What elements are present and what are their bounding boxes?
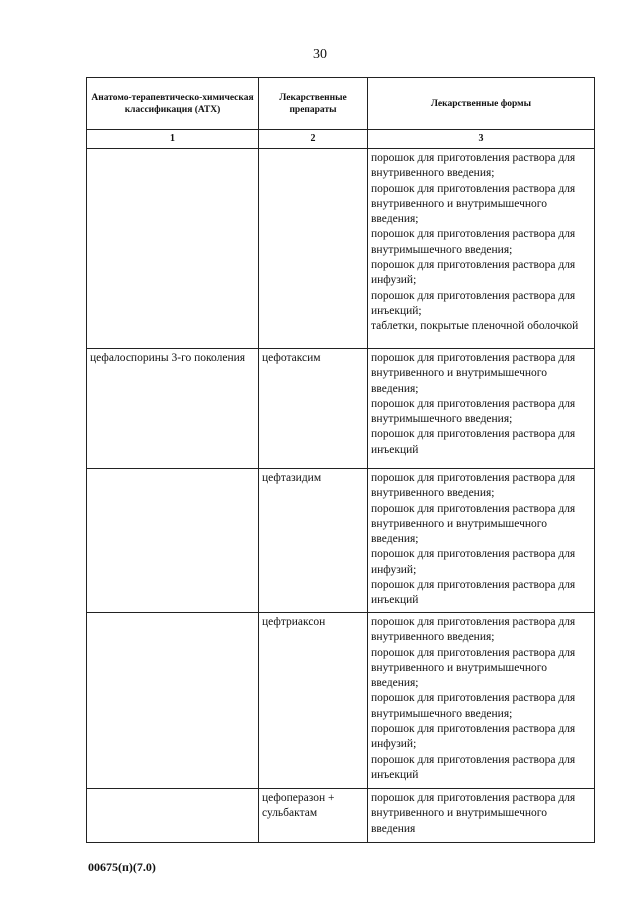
table-row xyxy=(87,349,595,469)
atx-cell xyxy=(87,613,259,789)
form-item: порошок для приготовления раствора для внутримышечного введения; xyxy=(371,397,576,426)
column-number-3: 3 xyxy=(368,130,595,149)
forms-cell xyxy=(368,789,595,843)
form-item: порошок для приготовления раствора для внутривенного и внутримышечного введения; xyxy=(371,502,576,546)
form-item: порошок для приготовления раствора для внутривенного и внутримышечного введения xyxy=(371,792,576,835)
page-number: 30 xyxy=(313,47,327,62)
header-atx: Анатомо-терапевтическо-химическая классификация (АТХ) xyxy=(87,78,259,130)
form-item: порошок для приготовления раствора для внутримышечного введения; xyxy=(371,228,576,256)
form-item: порошок для приготовления раствора для внутривенного введения; xyxy=(371,152,576,180)
header-drugs: Лекарственные препараты xyxy=(259,78,368,130)
form-item: порошок для приготовления раствора для инъекций xyxy=(371,753,576,781)
form-item: порошок для приготовления раствора для внутривенного и внутримышечного введения; xyxy=(371,352,576,395)
form-item: порошок для приготовления раствора для внутривенного введения; xyxy=(371,472,576,500)
table-row xyxy=(87,149,595,349)
atx-cell xyxy=(87,789,259,843)
atx-cell xyxy=(87,149,259,349)
drug-cell: цефтазидим xyxy=(259,469,368,613)
table-row xyxy=(87,613,595,789)
forms-cell xyxy=(368,469,595,613)
forms-cell xyxy=(368,349,595,469)
table-row xyxy=(87,469,595,613)
form-item: порошок для приготовления раствора для инъекций xyxy=(371,579,576,607)
form-item: таблетки, покрытые пленочной оболочкой xyxy=(371,320,579,333)
form-item: порошок для приготовления раствора для внутривенного введения; xyxy=(371,616,576,644)
drug-cell: цефтриаксон xyxy=(259,613,368,789)
form-item: порошок для приготовления раствора для инъекций; xyxy=(371,289,576,317)
column-number-2: 2 xyxy=(259,130,368,149)
drug-cell: цефоперазон + сульбактам xyxy=(259,789,368,843)
medication-table xyxy=(86,77,595,843)
atx-cell xyxy=(87,469,259,613)
form-item: порошок для приготовления раствора для инфузий; xyxy=(371,548,576,576)
header-forms: Лекарственные формы xyxy=(368,78,595,130)
forms-cell xyxy=(368,613,595,789)
table-row xyxy=(87,789,595,843)
form-item: порошок для приготовления раствора для внутримышечного введения; xyxy=(371,692,576,720)
drug-cell: цефотаксим xyxy=(259,349,368,469)
form-item: порошок для приготовления раствора для инъекций xyxy=(371,428,576,456)
form-item: порошок для приготовления раствора для внутривенного и внутримышечного введения; xyxy=(371,646,576,690)
table-header-row xyxy=(87,78,595,130)
document-code: 00675(п)(7.0) xyxy=(88,860,156,874)
column-number-row xyxy=(87,130,595,149)
forms-cell xyxy=(368,149,595,349)
atx-cell: цефалоспорины 3-го поколения xyxy=(87,349,259,469)
form-item: порошок для приготовления раствора для внутривенного и внутримышечного введения; xyxy=(371,182,576,226)
column-number-1: 1 xyxy=(87,130,259,149)
drug-cell xyxy=(259,149,368,349)
form-item: порошок для приготовления раствора для инфузий; xyxy=(371,723,576,751)
form-item: порошок для приготовления раствора для инфузий; xyxy=(371,259,576,287)
table-body xyxy=(87,149,595,843)
